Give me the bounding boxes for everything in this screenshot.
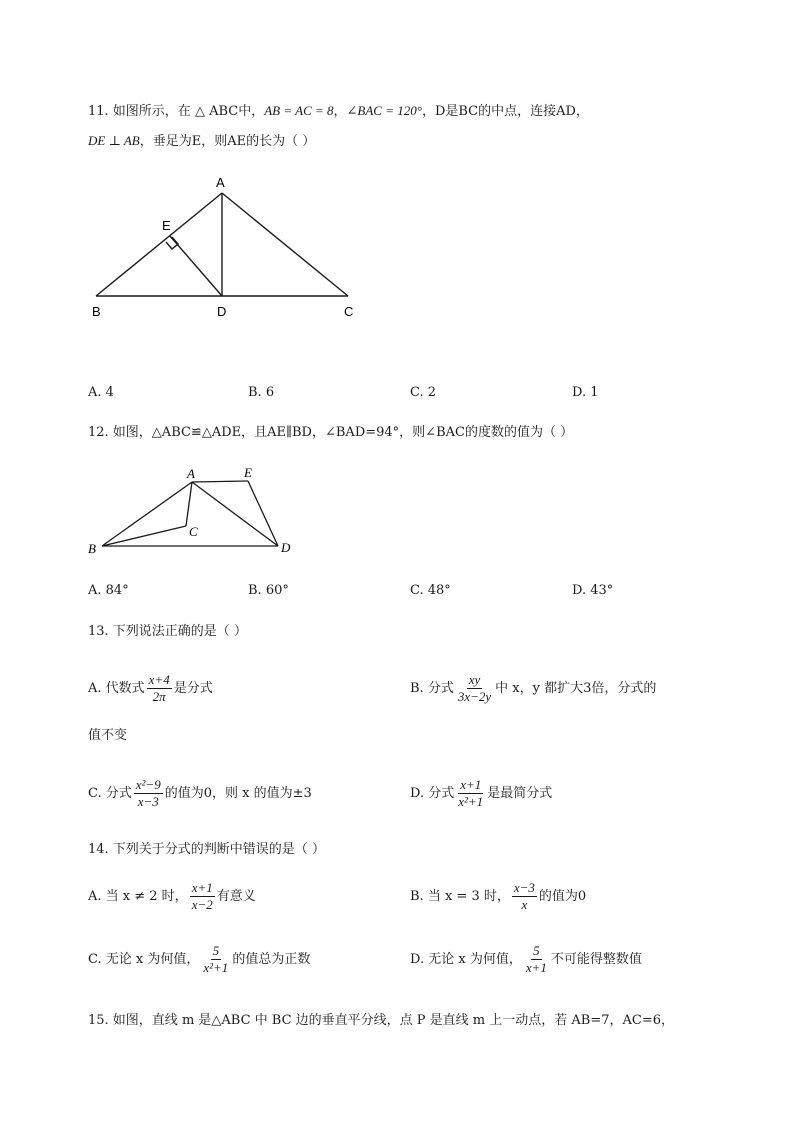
q12-side-ab xyxy=(102,482,192,546)
q11-math-ab-ac: AB = AC = 8 xyxy=(264,103,334,118)
q13-stem: 13. 下列说法正确的是（ ） xyxy=(88,624,247,639)
q14-b-prefix: B. 当 x = 3 时， xyxy=(410,889,510,904)
q14-option-a[interactable] xyxy=(88,880,256,913)
q12-side-ed xyxy=(248,481,278,546)
q14-a-prefix: A. 当 x ≠ 2 时， xyxy=(88,889,188,904)
q13-b-denominator: 3x−2y xyxy=(457,689,492,704)
q14-option-b[interactable] xyxy=(410,880,586,913)
q12-label-a: A xyxy=(187,466,195,481)
q11-label-d: D xyxy=(217,304,227,319)
q11-option-a[interactable]: A. 4 xyxy=(88,385,114,400)
q11-label-c: C xyxy=(344,304,354,319)
q12-label-c: C xyxy=(189,524,198,539)
q14-d-suffix: 不可能得整数值 xyxy=(550,952,642,967)
q14-b-suffix: 的值为0 xyxy=(538,889,587,904)
q12-label-b: B xyxy=(88,541,96,556)
q12-option-a[interactable]: A. 84° xyxy=(88,583,129,598)
q11-stem-line1 xyxy=(88,102,589,121)
q13-option-a[interactable] xyxy=(88,672,213,705)
q11-text-b: ，D是BC的中点，连接AD， xyxy=(421,104,589,119)
q14-b-fraction xyxy=(512,880,537,913)
q13-a-denominator: 2π xyxy=(152,689,166,704)
q14-d-denominator: x+1 xyxy=(525,960,547,975)
q13-d-denominator: x²+1 xyxy=(458,794,484,809)
q11-side-ab xyxy=(96,193,222,296)
q13-a-fraction xyxy=(147,672,172,705)
q12-side-bc xyxy=(102,526,186,546)
q11-label-e: E xyxy=(162,218,171,233)
q11-text-a: 11. 如图所示，在 △ ABC中， xyxy=(88,104,265,119)
q13-c-denominator: x−3 xyxy=(137,794,159,809)
q14-c-suffix: 的值总为正数 xyxy=(232,952,311,967)
q13-d-prefix: D. 分式 xyxy=(410,786,455,801)
q13-a-suffix: 是分式 xyxy=(173,681,213,696)
q13-option-c[interactable] xyxy=(88,777,312,810)
q13-option-d[interactable] xyxy=(410,777,552,810)
q12-option-b[interactable]: B. 60° xyxy=(248,583,289,598)
q13-b-fraction xyxy=(456,672,493,705)
q13-c-numerator: x²−9 xyxy=(135,777,161,792)
q12-figure xyxy=(84,462,304,562)
q12-label-e: E xyxy=(244,465,252,480)
q11-sep: ， xyxy=(333,104,347,119)
q14-a-denominator: x−2 xyxy=(191,897,213,912)
q13-b-suffix: 中 x，y 都扩大3倍，分式的 xyxy=(495,681,657,696)
q12-stem: 12. 如图，△ABC≌△ADE，且AE∥BD，∠BAD=94°，则∠BAC的度数的值为（ ） xyxy=(88,425,574,440)
q14-option-d[interactable] xyxy=(410,943,642,976)
q13-option-b[interactable] xyxy=(410,672,656,705)
q14-c-prefix: C. 无论 x 为何值， xyxy=(88,952,200,967)
q14-c-numerator: 5 xyxy=(212,943,220,958)
q11-option-c[interactable]: C. 2 xyxy=(410,385,437,400)
q13-d-numerator: x+1 xyxy=(460,777,482,792)
q14-a-suffix: 有意义 xyxy=(216,889,256,904)
q12-side-ad xyxy=(192,482,278,546)
q14-b-denominator: x xyxy=(521,897,528,912)
q14-d-numerator: 5 xyxy=(533,943,540,958)
q14-b-numerator: x−3 xyxy=(513,880,535,895)
q11-option-b[interactable]: B. 6 xyxy=(248,385,275,400)
q14-stem: 14. 下列关于分式的判断中错误的是（ ） xyxy=(88,842,325,857)
q11-math-perp: DE ⊥ AB xyxy=(88,133,140,148)
q14-d-fraction xyxy=(524,943,549,976)
q13-d-suffix: 是最简分式 xyxy=(487,786,553,801)
q12-side-ac xyxy=(186,482,192,526)
q13-a-numerator: x+4 xyxy=(148,672,170,687)
q11-text-c: ，垂足为E，则AE的长为（ ） xyxy=(139,134,316,149)
q13-b-prefix: B. 分式 xyxy=(410,681,454,696)
q13-c-prefix: C. 分式 xyxy=(88,786,132,801)
q13-option-b-cont: 值不变 xyxy=(88,728,128,743)
q11-side-ac xyxy=(222,193,348,296)
q12-option-d[interactable]: D. 43° xyxy=(572,583,614,598)
q12-label-d: D xyxy=(281,540,291,555)
q11-option-d[interactable]: D. 1 xyxy=(572,385,599,400)
q13-b-numerator: xy xyxy=(468,672,481,687)
q14-a-fraction xyxy=(190,880,215,913)
q13-d-fraction xyxy=(456,777,485,810)
q11-figure xyxy=(80,170,370,325)
q13-a-prefix: A. 代数式 xyxy=(88,681,145,696)
q14-option-c[interactable] xyxy=(88,943,310,976)
q13-c-fraction xyxy=(134,777,163,810)
q11-math-angle: ∠BAC = 120° xyxy=(346,103,422,118)
q14-c-denominator: x²+1 xyxy=(203,960,229,975)
q14-c-fraction xyxy=(201,943,230,976)
q15-stem: 15. 如图，直线 m 是△ABC 中 BC 边的垂直平分线，点 P 是直线 m 上一动点，若 AB=7，AC=6， xyxy=(88,1013,675,1028)
q12-side-ae xyxy=(192,481,248,482)
q12-option-c[interactable]: C. 48° xyxy=(410,583,451,598)
q11-stem-line2 xyxy=(88,132,315,151)
q14-d-prefix: D. 无论 x 为何值， xyxy=(410,952,522,967)
q13-c-suffix: 的值为0，则 x 的值为±3 xyxy=(164,786,312,801)
q11-label-a: A xyxy=(216,175,225,190)
q11-label-b: B xyxy=(92,304,101,319)
q14-a-numerator: x+1 xyxy=(191,880,213,895)
